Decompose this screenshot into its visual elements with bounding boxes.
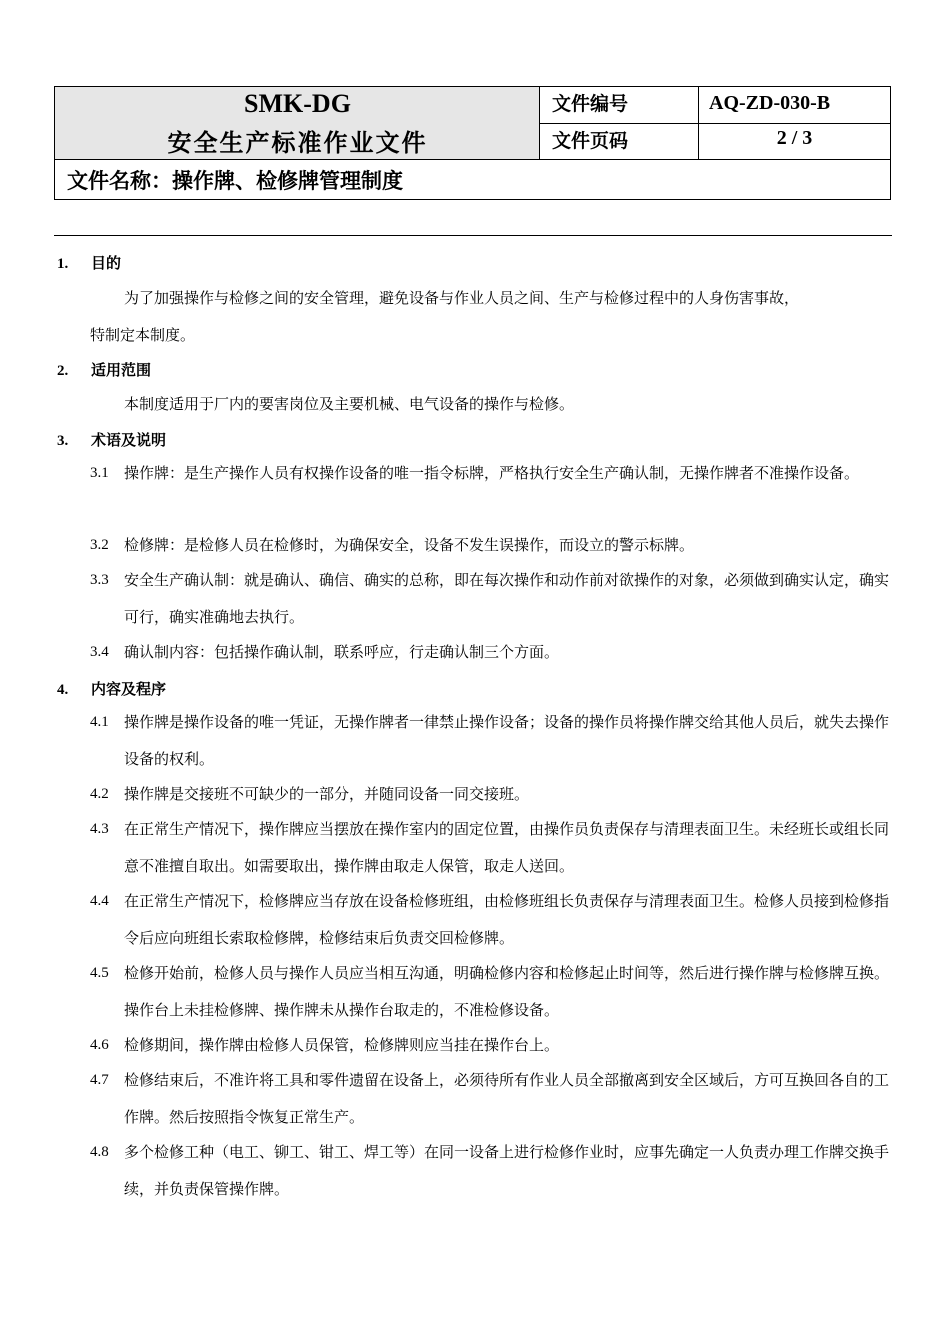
list-item (90, 883, 890, 957)
item-text: 在正常生产情况下，操作牌应当摆放在操作室内的固定位置，由操作员负责保存与清理表面卫生。未经班长或组长同意不准擅自取出。如需要取出，操作牌由取走人保管，取走人送回。 (124, 820, 890, 875)
section-number: 2. (57, 363, 69, 379)
section-heading-terms (57, 429, 166, 450)
section-title: 术语及说明 (91, 431, 167, 449)
header-divider (54, 235, 892, 236)
item-text: 确认制内容：包括操作确认制，联系呼应，行走确认制三个方面。 (124, 643, 560, 661)
section-heading-purpose (57, 252, 121, 273)
list-item (90, 1027, 890, 1064)
item-text: 检修期间，操作牌由检修人员保管，检修牌则应当挂在操作台上。 (124, 1036, 560, 1054)
list-item (90, 955, 890, 1029)
item-number: 4.4 (90, 893, 109, 909)
item-number: 4.2 (90, 786, 109, 802)
list-item (90, 776, 890, 813)
item-number: 3.2 (90, 537, 109, 553)
item-number: 4.1 (90, 714, 109, 730)
page-number-label: 文件页码 (540, 124, 699, 160)
item-number: 3.4 (90, 644, 109, 660)
item-text: 检修牌：是检修人员在检修时，为确保安全，设备不发生误操作，而设立的警示标牌。 (124, 536, 695, 554)
section-number: 4. (57, 682, 69, 698)
item-text: 安全生产确认制：就是确认、确信、确实的总称，即在每次操作和动作前对欲操作的对象，必须做到确实认定，确实可行，确实准确地去执行。 (124, 571, 890, 626)
section-title: 适用范围 (91, 361, 152, 379)
item-number: 4.3 (90, 821, 109, 837)
item-number: 3.1 (90, 465, 109, 481)
list-item (90, 704, 890, 778)
list-item (90, 1134, 890, 1208)
doc-number-label: 文件编号 (540, 87, 699, 124)
list-item (90, 811, 890, 885)
doc-number-value: AQ-ZD-030-B (699, 87, 890, 124)
section-number: 3. (57, 433, 69, 449)
section-number: 1. (57, 256, 69, 272)
item-text: 操作牌是交接班不可缺少的一部分，并随同设备一同交接班。 (124, 785, 530, 803)
paragraph: 为了加强操作与检修之间的安全管理，避免设备与作业人员之间、生产与检修过程中的人身伤害事故， (124, 289, 800, 307)
item-text: 在正常生产情况下，检修牌应当存放在设备检修班组，由检修班组长负责保存与清理表面卫生。检修人员接到检修指令后应向班组长索取检修牌，检修结束后负责交回检修牌。 (124, 892, 890, 947)
file-name: 文件名称：操作牌、检修牌管理制度 (67, 168, 403, 193)
paragraph: 特制定本制度。 (90, 326, 196, 344)
list-item (90, 562, 890, 636)
company-name: SMK-DG (244, 89, 351, 118)
section-heading-scope (57, 359, 151, 380)
list-item (90, 455, 890, 492)
item-number: 4.5 (90, 965, 109, 981)
section-title: 目的 (91, 254, 122, 272)
item-number: 4.7 (90, 1072, 109, 1088)
document-header-table (54, 86, 891, 200)
list-item (90, 634, 890, 671)
item-text: 多个检修工种（电工、铆工、钳工、焊工等）在同一设备上进行检修作业时，应事先确定一人负责办理工作牌交换手续，并负责保管操作牌。 (124, 1143, 890, 1198)
list-item (90, 1062, 890, 1136)
item-text: 操作牌是操作设备的唯一凭证，无操作牌者一律禁止操作设备；设备的操作员将操作牌交给其他人员后，就失去操作设备的权利。 (124, 713, 890, 768)
document-type: 安全生产标准作业文件 (167, 128, 428, 157)
item-number: 4.6 (90, 1037, 109, 1053)
paragraph: 本制度适用于厂内的要害岗位及主要机械、电气设备的操作与检修。 (124, 395, 575, 413)
list-item (90, 527, 890, 564)
item-number: 3.3 (90, 572, 109, 588)
item-number: 4.8 (90, 1144, 109, 1160)
item-text: 操作牌：是生产操作人员有权操作设备的唯一指令标牌，严格执行安全生产确认制，无操作牌者不准操作设备。 (124, 464, 860, 482)
item-text: 检修结束后，不准许将工具和零件遗留在设备上，必须待所有作业人员全部撤离到安全区域后，方可互换回各自的工作牌。然后按照指令恢复正常生产。 (124, 1071, 890, 1126)
page-number-value: 2 / 3 (699, 124, 890, 160)
header-title-cell (55, 87, 540, 160)
section-heading-procedure (57, 678, 166, 699)
section-title: 内容及程序 (91, 680, 167, 698)
item-text: 检修开始前，检修人员与操作人员应当相互沟通，明确检修内容和检修起止时间等，然后进行操作牌与检修牌互换。操作台上未挂检修牌、操作牌未从操作台取走的，不准检修设备。 (124, 964, 890, 1019)
